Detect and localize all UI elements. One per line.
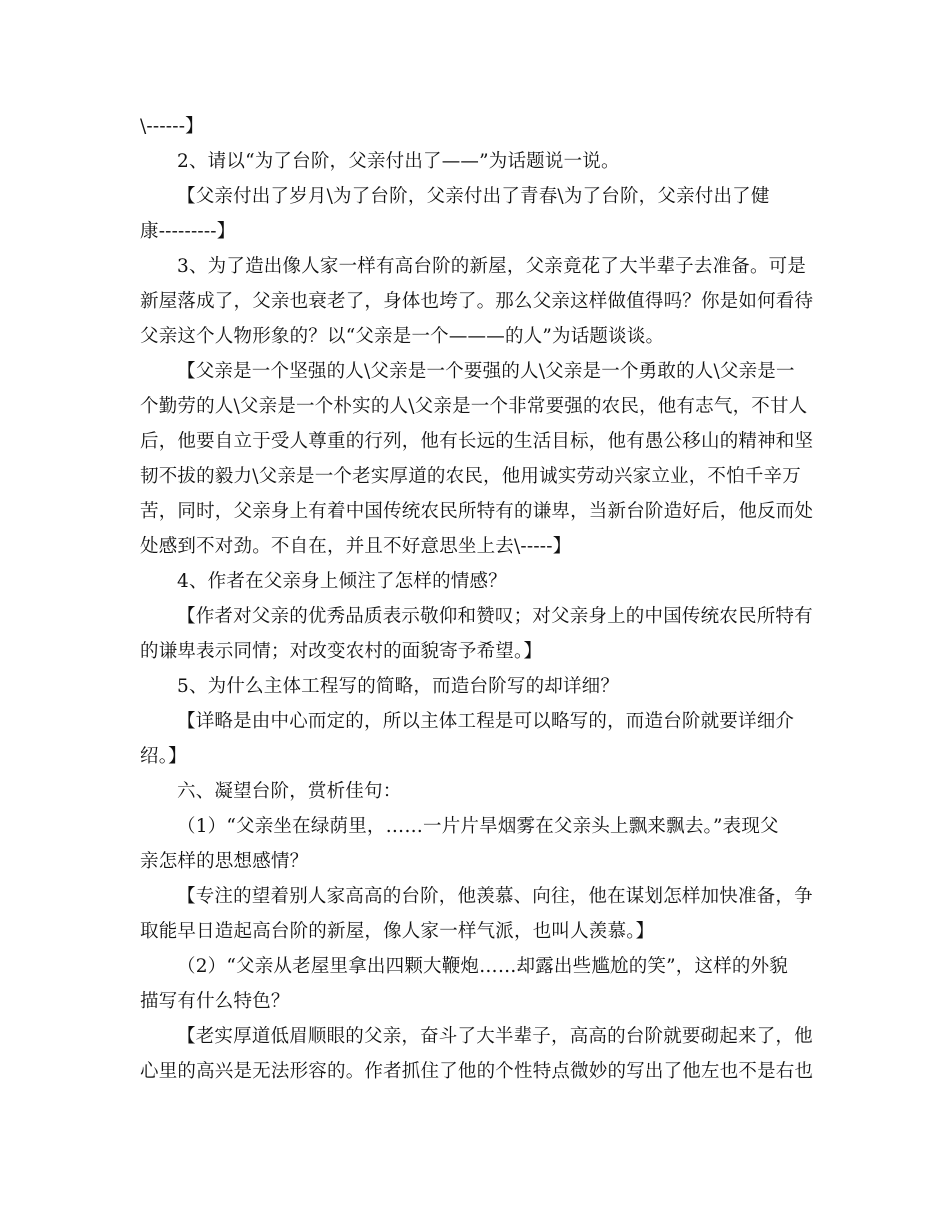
text-line: 后，他要自立于受人尊重的行列，他有长远的生活目标，他有愚公移山的精神和坚 xyxy=(140,431,814,452)
text-line: 苦，同时，父亲身上有着中国传统农民所特有的谦卑，当新台阶造好后，他反而处 xyxy=(140,501,814,522)
text-line: 取能早日造起高台阶的新屋，像人家一样气派，也叫人羡慕。】 xyxy=(140,921,655,942)
text-line: 亲怎样的思想感情？ xyxy=(140,851,309,872)
text-line: 【父亲付出了岁月\为了台阶，父亲付出了青春\为了台阶，父亲付出了健 xyxy=(177,186,770,207)
text-line: 新屋落成了，父亲也衰老了，身体也垮了。那么父亲这样做值得吗？你是如何看待 xyxy=(140,291,814,312)
document-page xyxy=(140,109,816,1089)
text-line: 4、作者在父亲身上倾注了怎样的情感？ xyxy=(177,571,507,592)
text-line: 处感到不对劲。不自在，并且不好意思坐上去\-----】 xyxy=(140,536,572,557)
text-line: 康---------】 xyxy=(140,221,236,242)
text-line: 描写有什么特色？ xyxy=(140,991,290,1012)
text-line: 心里的高兴是无法形容的。作者抓住了他的个性特点微妙的写出了他左也不是右也 xyxy=(140,1061,814,1082)
text-line: 个勤劳的人\父亲是一个朴实的人\父亲是一个非常要强的农民，他有志气，不甘人 xyxy=(140,396,808,417)
text-line: 韧不拔的毅力\父亲是一个老实厚道的农民，他用诚实劳动兴家立业，不怕千辛万 xyxy=(140,466,801,487)
text-line: 六、凝望台阶，赏析佳句： xyxy=(177,781,402,802)
text-line: 【父亲是一个坚强的人\父亲是一个要强的人\父亲是一个勇敢的人\父亲是一 xyxy=(177,361,795,382)
text-line: （2）“父亲从老屋里拿出四颗大鞭炮……却露出些尴尬的笑”，这样的外貌 xyxy=(177,956,788,977)
text-line: 的谦卑表示同情；对改变农村的面貌寄予希望。】 xyxy=(140,641,543,662)
text-line: 2、请以“为了台阶，父亲付出了——”为话题说一说。 xyxy=(177,151,620,172)
text-line: 【作者对父亲的优秀品质表示敬仰和赞叹；对父亲身上的中国传统农民所特有 xyxy=(177,606,813,627)
text-line: 5、为什么主体工程写的简略，而造台阶写的却详细？ xyxy=(177,676,620,697)
text-line: 父亲这个人物形象的？以“父亲是一个———的人”为话题谈谈。 xyxy=(140,326,665,347)
text-line: 【专注的望着别人家高高的台阶，他羡慕、向往，他在谋划怎样加快准备，争 xyxy=(177,886,813,907)
text-line: 【详略是由中心而定的，所以主体工程是可以略写的，而造台阶就要详细介 xyxy=(177,711,795,732)
text-line: \------】 xyxy=(140,116,204,137)
text-line: （1）“父亲坐在绿荫里，……一片片旱烟雾在父亲头上飘来飘去。”表现父 xyxy=(177,816,779,837)
text-line: 绍。】 xyxy=(140,746,187,767)
text-line: 【老实厚道低眉顺眼的父亲，奋斗了大半辈子，高高的台阶就要砌起来了，他 xyxy=(177,1026,813,1047)
text-line: 3、为了造出像人家一样有高台阶的新屋，父亲竟花了大半辈子去准备。可是 xyxy=(177,256,807,277)
